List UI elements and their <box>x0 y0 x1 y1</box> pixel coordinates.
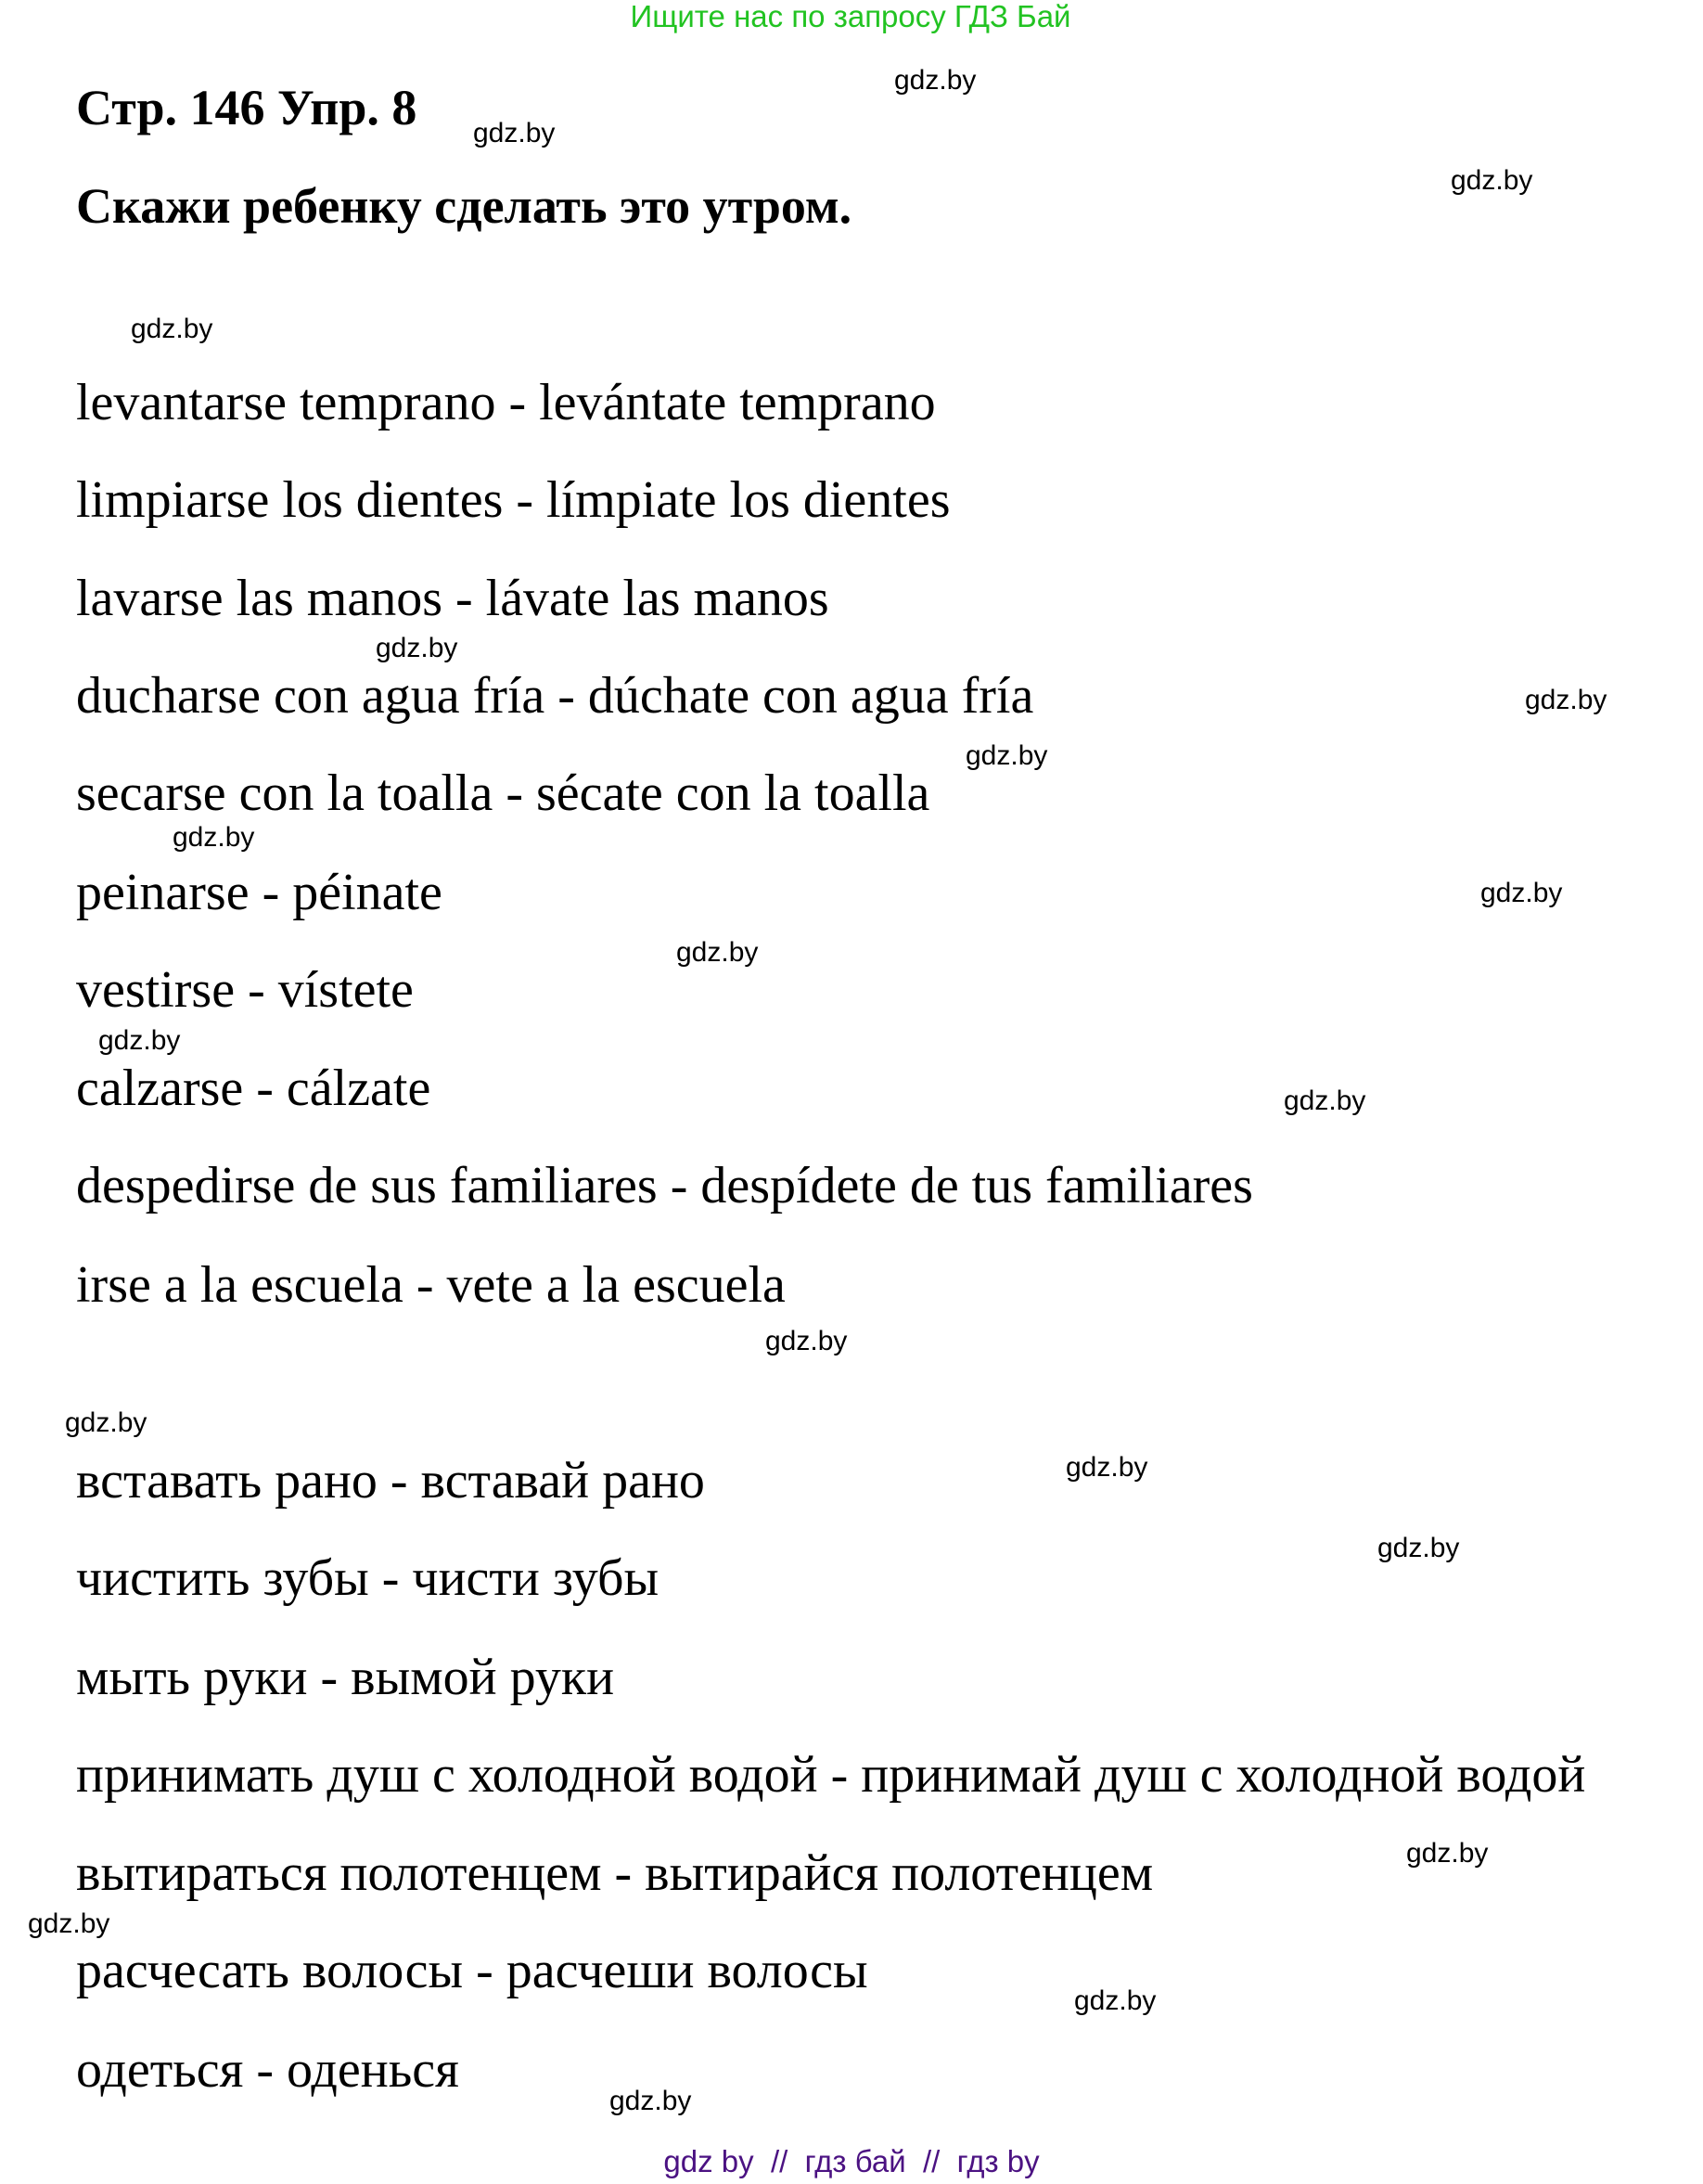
watermark: gdz.by <box>1284 1086 1366 1116</box>
spanish-line: peinarse - péinate <box>76 864 442 921</box>
task-subtitle: Скажи ребенку сделать это утром. <box>76 178 852 234</box>
spanish-line: limpiarse los dientes - límpiate los dientes <box>76 471 951 529</box>
watermark: gdz.by <box>98 1025 181 1056</box>
spanish-line: irse a la escuela - vete a la escuela <box>76 1256 786 1314</box>
page-title: Стр. 146 Упр. 8 <box>76 80 417 135</box>
watermark: gdz.by <box>376 633 458 663</box>
spanish-line: ducharse con agua fría - dúchate con agua fría <box>76 667 1034 725</box>
russian-line: чистить зубы - чисти зубы <box>76 1549 659 1607</box>
watermark: gdz.by <box>1066 1452 1148 1483</box>
watermark: gdz.by <box>131 314 213 344</box>
russian-line: принимать душ с холодной водой - принимай душ с холодной водой <box>76 1746 1586 1804</box>
watermark: gdz.by <box>1377 1533 1460 1563</box>
spanish-line: levantarse temprano - levántate temprano <box>76 374 936 431</box>
watermark: gdz.by <box>1525 685 1607 715</box>
russian-line: одеться - оденься <box>76 2041 459 2099</box>
footer-links: gdz by // гдз бай // гдз by <box>663 2144 1040 2178</box>
watermark: gdz.by <box>609 2086 692 2116</box>
spanish-line: despedirse de sus familiares - despídete de tus familiares <box>76 1157 1253 1214</box>
watermark: gdz.by <box>28 1908 110 1939</box>
watermark: gdz.by <box>1406 1838 1489 1869</box>
watermark: gdz.by <box>676 937 759 968</box>
watermark: gdz.by <box>1074 1985 1157 2016</box>
russian-line: мыть руки - вымой руки <box>76 1649 615 1706</box>
watermark: gdz.by <box>1480 878 1563 908</box>
watermark: gdz.by <box>1451 165 1533 196</box>
search-banner: Ищите нас по запросу ГДЗ Бай <box>630 0 1071 33</box>
spanish-line: vestirse - vístete <box>76 961 414 1019</box>
russian-line: расчесать волосы - расчеши волосы <box>76 1942 868 1999</box>
russian-line: вытираться полотенцем - вытирайся полотенцем <box>76 1844 1154 1902</box>
watermark: gdz.by <box>473 118 556 148</box>
watermark: gdz.by <box>894 65 977 96</box>
spanish-line: lavarse las manos - lávate las manos <box>76 570 829 627</box>
watermark: gdz.by <box>966 740 1048 771</box>
russian-line: вставать рано - вставай рано <box>76 1452 705 1510</box>
watermark: gdz.by <box>765 1326 848 1356</box>
watermark: gdz.by <box>173 822 255 853</box>
watermark: gdz.by <box>65 1407 147 1438</box>
spanish-line: calzarse - cálzate <box>76 1060 431 1117</box>
spanish-line: secarse con la toalla - sécate con la toalla <box>76 764 930 822</box>
